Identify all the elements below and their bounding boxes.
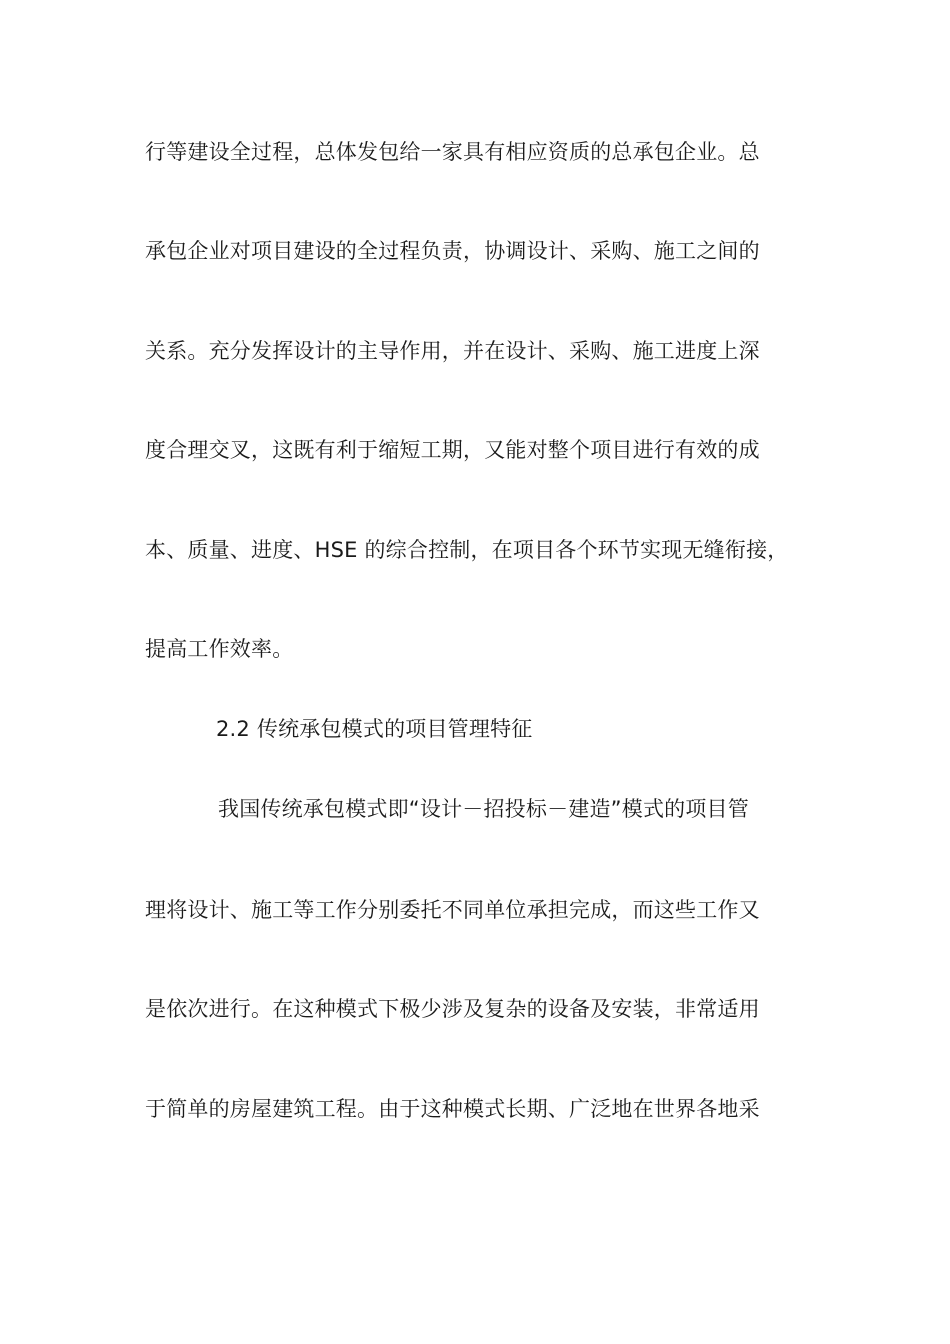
paragraph-2-line-3: 是依次进行。在这种模式下极少涉及复杂的设备及安装，非常适用	[145, 997, 760, 1021]
paragraph-1-line-1: 行等建设全过程，总体发包给一家具有相应资质的总承包企业。总	[145, 140, 760, 164]
paragraph-1-line-2: 承包企业对项目建设的全过程负责，协调设计、采购、施工之间的	[145, 239, 760, 263]
paragraph-2-line-1: 我国传统承包模式即“设计－招投标－建造”模式的项目管	[218, 797, 749, 821]
paragraph-1-line-4: 度合理交叉，这既有利于缩短工期，又能对整个项目进行有效的成	[145, 438, 760, 462]
paragraph-1-line-3: 关系。充分发挥设计的主导作用，并在设计、采购、施工进度上深	[145, 339, 760, 363]
paragraph-1-line-5: 本、质量、进度、HSE 的综合控制，在项目各个环节实现无缝衔接，	[145, 538, 789, 562]
paragraph-2-line-4: 于简单的房屋建筑工程。由于这种模式长期、广泛地在世界各地采	[145, 1097, 760, 1121]
section-heading: 2.2 传统承包模式的项目管理特征	[216, 717, 533, 741]
paragraph-1-line-6: 提高工作效率。	[145, 637, 294, 661]
paragraph-2-line-2: 理将设计、施工等工作分别委托不同单位承担完成，而这些工作又	[145, 898, 760, 922]
